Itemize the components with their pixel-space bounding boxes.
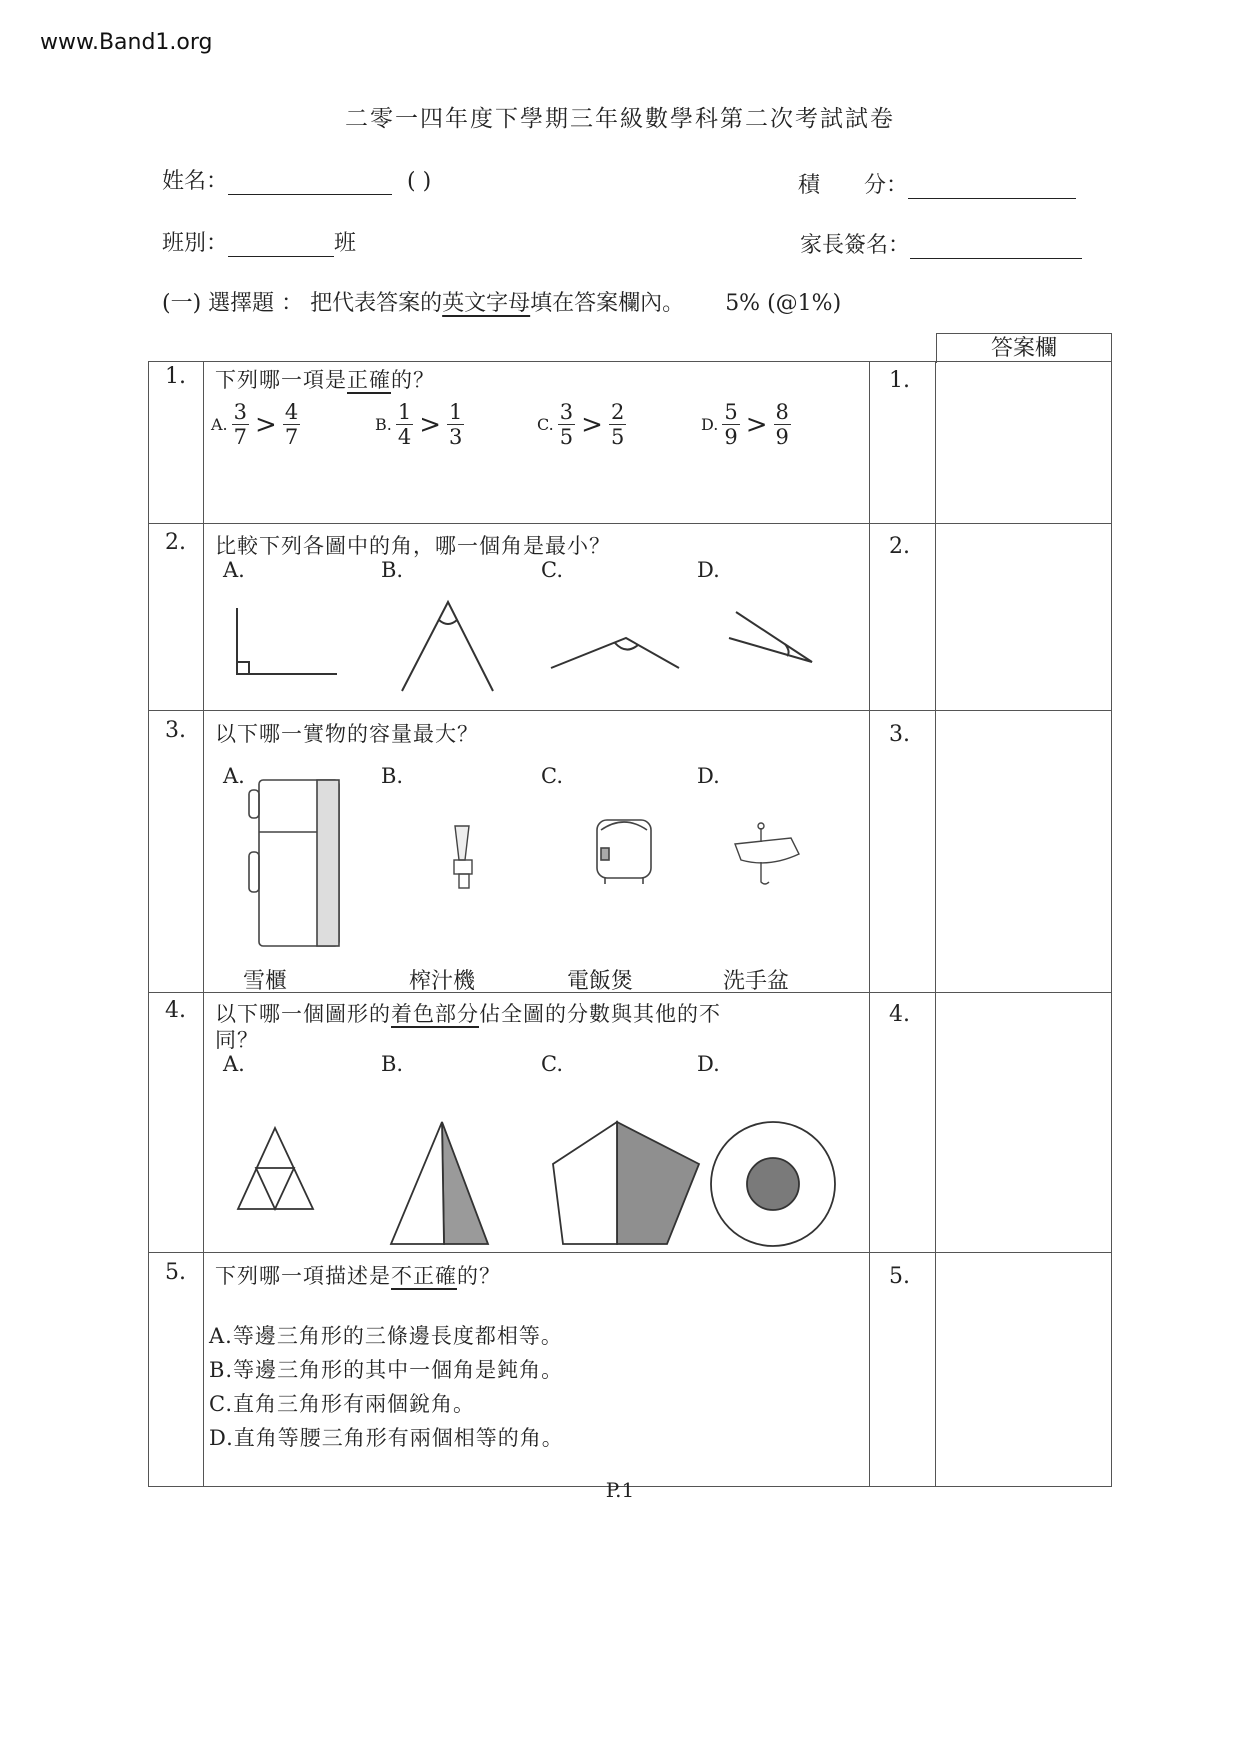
- answer-box-5[interactable]: [936, 1253, 1111, 1485]
- question-2-option-b[interactable]: B.: [381, 558, 404, 582]
- question-number: 2.: [165, 530, 186, 555]
- answer-number: 4.: [889, 1002, 910, 1027]
- item-refrigerator: 雪櫃: [243, 969, 288, 994]
- concentric-circles-icon: [711, 1122, 835, 1246]
- answer-box-3[interactable]: [936, 711, 1111, 991]
- pentagon-half-shaded-icon: [553, 1122, 699, 1244]
- question-table: [148, 361, 1112, 1487]
- shaded-shapes: [149, 362, 869, 1252]
- class-label: 班別：: [162, 231, 229, 256]
- question-1-option-b[interactable]: B. $\frac{1}{4}$ > $\frac{1}{3}$: [375, 400, 463, 449]
- item-washbasin: 洗手盆: [723, 969, 790, 994]
- question-5-option-c[interactable]: C.直角三角形有兩個銳角。: [209, 1392, 475, 1416]
- question-3-option-a[interactable]: A.: [223, 764, 245, 788]
- triangle-subdivided-icon: [238, 1128, 313, 1209]
- question-3-option-c[interactable]: C.: [541, 764, 563, 788]
- triangle-half-shaded-icon: [391, 1122, 488, 1244]
- exam-title: 二零一四年度下學期三年級數學科第二次考試試卷: [345, 106, 895, 132]
- question-2-option-c[interactable]: C.: [541, 558, 563, 582]
- question-1-option-c[interactable]: C. $\frac{3}{5}$ > $\frac{2}{5}$: [537, 400, 625, 449]
- class-suffix: 班: [334, 231, 357, 256]
- section-marks: 5% (@1%): [725, 291, 842, 316]
- parent-signature-blank[interactable]: [910, 236, 1082, 259]
- section-text-end: 填在答案欄內。: [530, 291, 685, 316]
- question-3-text: 以下哪一實物的容量最大？: [215, 722, 479, 746]
- question-number: 4.: [165, 998, 186, 1023]
- question-4-option-b[interactable]: B.: [381, 1052, 404, 1076]
- class-blank[interactable]: [228, 234, 334, 257]
- item-juicer: 榨汁機: [409, 969, 476, 994]
- parent-signature-field: [800, 228, 1082, 259]
- website-watermark: www.Band1.org: [40, 30, 213, 55]
- question-2-text: 比較下列各圖中的角，哪一個角是最小？: [215, 534, 611, 558]
- answer-number: 5.: [889, 1264, 910, 1289]
- name-field: [162, 164, 431, 195]
- score-blank[interactable]: [908, 176, 1076, 199]
- page-number: P.1: [605, 1478, 635, 1502]
- question-2-option-d[interactable]: D.: [697, 558, 720, 582]
- name-label: 姓名：: [162, 169, 229, 194]
- question-1-option-a[interactable]: A. $\frac{3}{7}$ > $\frac{4}{7}$: [211, 400, 299, 449]
- question-1-option-d[interactable]: D. $\frac{5}{9}$ > $\frac{8}{9}$: [701, 400, 789, 449]
- question-3-option-b[interactable]: B.: [381, 764, 404, 788]
- section-text: (一) 選擇題 ： 把代表答案的: [162, 291, 443, 316]
- question-5-text: 下列哪一項描述是不正確的？: [215, 1264, 501, 1288]
- question-number: 3.: [165, 718, 186, 743]
- answer-number: 1.: [889, 368, 910, 393]
- question-number: 5.: [165, 1260, 186, 1285]
- answer-box-1[interactable]: [936, 362, 1111, 522]
- score-label: 積 分：: [798, 173, 909, 198]
- question-5-option-d[interactable]: D.直角等腰三角形有兩個相等的角。: [209, 1426, 564, 1450]
- question-number: 1.: [165, 364, 186, 389]
- answer-box-4[interactable]: [936, 993, 1111, 1251]
- answer-column-header: 答案欄: [936, 333, 1112, 363]
- question-5-option-a[interactable]: A.等邊三角形的三條邊長度都相等。: [209, 1324, 563, 1348]
- class-field: [162, 226, 356, 257]
- name-blank[interactable]: [228, 172, 392, 195]
- question-4-option-a[interactable]: A.: [223, 1052, 245, 1076]
- class-number-blank: ( ): [407, 169, 432, 194]
- question-3-option-d[interactable]: D.: [697, 764, 720, 788]
- answer-number: 2.: [889, 534, 910, 559]
- score-field: [798, 168, 1076, 199]
- answer-number: 3.: [889, 722, 910, 747]
- answer-box-2[interactable]: [936, 524, 1111, 709]
- item-rice-cooker: 電飯煲: [567, 969, 634, 994]
- question-1-text: 下列哪一項是正確的？: [215, 368, 435, 392]
- parent-signature-label: 家長簽名：: [800, 233, 911, 258]
- question-5-option-b[interactable]: B.等邊三角形的其中一個角是鈍角。: [209, 1358, 564, 1382]
- question-4-option-d[interactable]: D.: [697, 1052, 720, 1076]
- question-4-option-c[interactable]: C.: [541, 1052, 563, 1076]
- section-underlined: 英文字母: [442, 291, 531, 316]
- question-4-text: 以下哪一個圖形的着色部分佔全圖的分數與其他的不: [215, 1002, 721, 1026]
- question-4-text-line2: 同？: [215, 1028, 259, 1052]
- question-2-option-a[interactable]: A.: [223, 558, 245, 582]
- section-instruction: [162, 286, 841, 317]
- table-divider: [869, 362, 870, 1486]
